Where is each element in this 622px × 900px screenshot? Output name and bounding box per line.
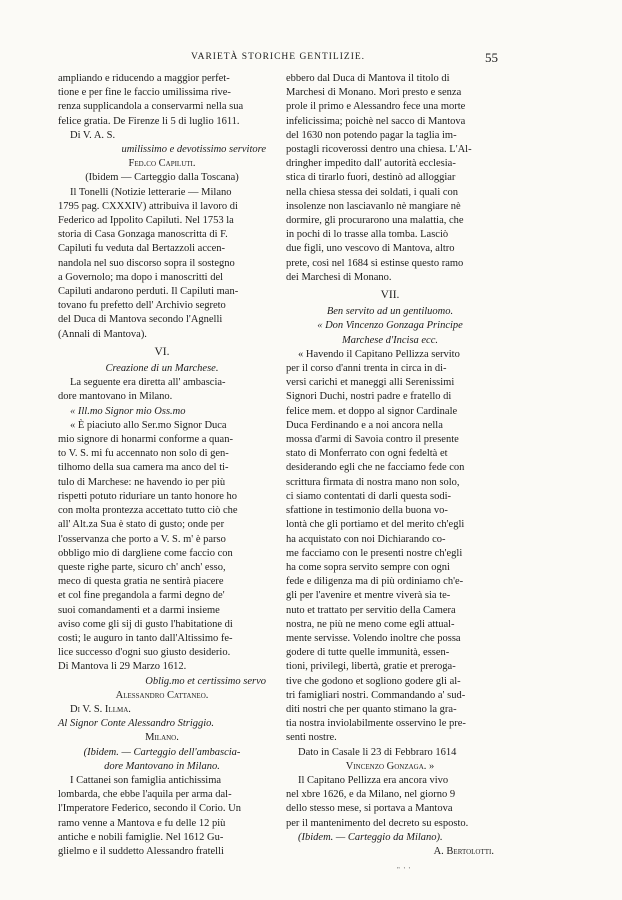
section-number: VI. [154, 345, 170, 358]
text-line: con molta prontezza accettato tutto ciò che [58, 505, 238, 517]
text-line: diti nostri che per quanto stimano la gra- [286, 703, 457, 715]
text-line: versi carichi et maneggi alli Serenissimi [286, 377, 455, 389]
text-line: aviso come gli sij di gusto l'habitatione di [58, 618, 233, 630]
letter-date: Di Mantova li 29 Marzo 1612. [58, 661, 187, 673]
text-line: mente servisse. Volendo inoltre che possa [286, 632, 461, 644]
text-line: a Governolo; ma dopo i manoscritti del [58, 271, 224, 283]
text-line: lice successo d'ogni suo giusto desiderio. [58, 647, 231, 659]
text-line: dormire, gli procurarono una malattia, che [286, 215, 464, 227]
left-column [58, 72, 266, 859]
text-line: « Havendo il Capitano Pellizza servito [298, 348, 460, 360]
closing-salutation: Di V. S. Illma. [70, 703, 131, 715]
text-line: felice mem. et doppo al signor Cardinale [286, 405, 458, 417]
text-line: Signori Duchi, nostri padre e fratello di [286, 391, 452, 403]
text-line: (Annali di Mantova). [58, 328, 147, 340]
text-line: tovano fu prefetto dell' Archivio segreto [58, 300, 226, 312]
text-line: ebbero dal Duca di Mantova il titolo di [286, 73, 450, 84]
text-line: postagli ricoverossi dentro una chiesa. L'Al- [286, 144, 472, 156]
text-line: scrittura firmata di nostra mano non solo, [286, 476, 460, 488]
text-line: ha come sopra servito sempre con ogni [286, 561, 450, 573]
signature-formula: Oblig.mo et certissimo servo [145, 675, 266, 687]
addressee: Al Signor Conte Alessandro Striggio. [58, 718, 215, 730]
text-line: obbligo mio di dargliene come faccio con [58, 547, 233, 559]
text-line: Duca Ferdinando e a noi ancora nella [286, 419, 443, 431]
text-line: mossa d'armi di Savoia contro il presente [286, 434, 459, 446]
text-line: del 1630 non potendo pagar la taglia im- [286, 129, 457, 141]
addressee-place: Milano. [145, 732, 179, 744]
text-line: storia di Casa Gonzaga manoscritta di F. [58, 229, 228, 241]
text-line: prole il primo e Alessandro fece una morte [286, 101, 466, 113]
text-line: due figli, uno vescovo di Mantova, altro [286, 243, 455, 255]
text-line: renza supplicandola a conservarmi nella sua [58, 101, 244, 113]
print-mark: " ' ' [397, 866, 411, 874]
text-line: l'Imperatore Federico, secondo il Corio. Un [58, 803, 241, 815]
text-line: infelicissima; poichè nel sacco di Mantova [286, 115, 466, 127]
text-line: dello stesso mese, si portava a Mantova [286, 803, 453, 815]
text-line: La seguente era diretta all' ambascia- [70, 377, 226, 389]
closing-salutation: Di V. A. S. [70, 129, 116, 141]
text-line: tioni, privilegi, libertà, gratie et preroga- [286, 661, 456, 673]
letter-heading: Marchese d'Incisa ecc. [341, 334, 439, 346]
text-line: nandola nel suo discorso sopra il sostegno [58, 257, 235, 269]
page-number: 55 [485, 50, 498, 65]
text-line: del Duca di Mantova secondo l'Agnelli [58, 314, 223, 326]
text-line: in pochi di lo trasse alla tomba. Lasciò [286, 229, 449, 241]
text-line: nuto et trattato per servitio della Camera [286, 604, 456, 616]
running-title: VARIETÀ STORICHE GENTILIZIE. [190, 52, 366, 62]
text-line: godere di tutte quelle immunità, essen- [286, 647, 450, 659]
text-line: « È piaciuto allo Ser.mo Signor Duca [70, 419, 227, 431]
text-line: dringher impedito dall' autorità ecclesia- [286, 158, 456, 170]
text-line: antiche e nobili famiglie. Nel 1612 Gu- [58, 831, 224, 843]
text-line: glielmo e il suddetto Alessandro fratelli [58, 845, 224, 857]
text-line: nostra, ne più ne meno come egli attual- [286, 618, 455, 630]
text-line: felice gratia. De Firenze li 5 di luglio 1611. [58, 115, 240, 127]
signature-formula: umilissimo e devotissimo servitore [121, 144, 266, 156]
text-line: stica di tirarlo fuori, destinò ad alloggiar [286, 172, 456, 184]
text-line: lombarda, che ebbe l'aquila per arma dal- [58, 789, 232, 801]
letter-heading: « Don Vincenzo Gonzaga Principe [317, 320, 463, 332]
source-citation: dore Mantovano in Milano. [104, 760, 220, 772]
text-line: nel xbre 1626, e da Milano, nel giorno 9 [286, 789, 456, 801]
text-line: ha acquistato con noi Dichiarando co- [286, 533, 446, 545]
text-line: senti nostre. [286, 732, 337, 744]
text-line: rispetti potuto riduriare un tanto honore ho [58, 490, 238, 502]
text-line: dore mantovano in Milano. [58, 391, 173, 403]
running-head [58, 50, 498, 66]
text-line: I Cattanei son famiglia antichissima [70, 774, 222, 786]
text-line: costì; le auguro in tanto dall'Altissimo fe- [58, 632, 233, 644]
text-line: prete, così nel 1684 si estinse questo ramo [286, 257, 464, 269]
text-line: dei Marchesi di Monano. [286, 271, 392, 283]
text-line: all' Alt.za Sua è stato di gusto; onde per [58, 519, 225, 531]
text-line: tia nostra inviolabilmente osservino le pre- [286, 718, 466, 730]
author-signature: A. Bertolotti. [433, 845, 494, 857]
text-line: tulo di Marchese: ne havendo io per più [58, 476, 226, 488]
text-line: Federico ad Ippolito Capiluti. Nel 1753 la [58, 215, 234, 227]
signature: Alessandro Cattaneo. [115, 689, 209, 701]
text-line: stato di Monferrato con ogni fedeltà et [286, 448, 448, 460]
text-line: mio signore di honarmi conforme a quan- [58, 434, 233, 446]
text-line: to V. S. mi fu accennato non solo di gen- [58, 448, 229, 460]
text-line: l'osservanza che porto a V. S. m' è parso [58, 533, 226, 545]
text-line: sfattione in testimonio della buona vo- [286, 505, 448, 517]
right-column [286, 72, 494, 859]
text-line: nella chiesa stessa dei soldati, i quali con [286, 186, 459, 198]
text-line: ramo venne a Mantova e fu delle 12 più [58, 817, 226, 829]
text-line: meco di questa gratia ne sentirà piacere [58, 576, 224, 588]
text-line: Il Capitano Pellizza era ancora vivo [298, 774, 449, 786]
text-line: suoi comandamenti et a darmi insieme [58, 604, 220, 616]
text-line: tri famigliari nostri. Commandando a' sud- [286, 689, 466, 701]
text-line: per il mantenimento del decreto su esposto. [286, 817, 469, 829]
signature: Vincenzo Gonzaga. » [345, 760, 435, 772]
text-line: Capiluti fu veduta dal Bertazzoli accen- [58, 243, 226, 255]
signature: Fed.co Capiluti. [128, 158, 196, 170]
source-citation: (Ibidem — Carteggio dalla Toscana) [85, 172, 239, 184]
text-line: et col fine pregandola a farmi degno de' [58, 590, 225, 602]
text-line: gli per l'avenire et mentre viverà sia te- [286, 590, 451, 602]
letter-salutation: « Ill.mo Signor mio Oss.mo [70, 405, 186, 417]
text-line: fede e diligenza ma di più ordiniamo ch'e- [286, 576, 464, 588]
text-line: queste righe parte, sicuro ch' anch' esso, [58, 561, 226, 573]
source-citation: (Ibidem. — Carteggio dell'ambascia- [83, 746, 241, 758]
text-line: desiderando egli che ne facciamo fede con [286, 462, 465, 474]
text-line: tilhomo della sua camera ma anco del ti- [58, 462, 229, 474]
text-line: lontà che gli portiamo et del merito ch'egli [286, 519, 465, 531]
section-title: Ben servito ad un gentiluomo. [326, 306, 454, 318]
text-line: ampliando e riducendo a maggior perfet- [58, 73, 230, 84]
text-line: per il corso d'anni trenta in circa in di- [286, 363, 447, 375]
section-number: VII. [380, 289, 400, 302]
text-line: 1795 pag. CXXXIV) attribuiva il lavoro di [58, 200, 238, 212]
text-line: Capiluti andarono perduti. Il Capiluti man- [58, 286, 239, 298]
text-line: me facciamo con le presenti nostre ch'egli [286, 547, 463, 559]
text-line: insolenze non lasciavanlo nè mangiare nè [286, 200, 461, 212]
text-line: tive che godono et sogliono godere gli al- [286, 675, 461, 687]
section-title: Creazione di un Marchese. [105, 363, 219, 375]
source-citation: (Ibidem. — Carteggio da Milano). [298, 831, 443, 843]
text-line: Il Tonelli (Notizie letterarie — Milano [70, 186, 232, 198]
text-line: ci siamo contentati di darli questa sodi- [286, 490, 452, 502]
text-line: Marchesi di Monano. Morì presto e senza [286, 87, 462, 99]
text-line: tione e per fine le faccio umilissima rive- [58, 87, 231, 99]
letter-date: Dato in Casale li 23 di Febbraro 1614 [298, 746, 457, 758]
